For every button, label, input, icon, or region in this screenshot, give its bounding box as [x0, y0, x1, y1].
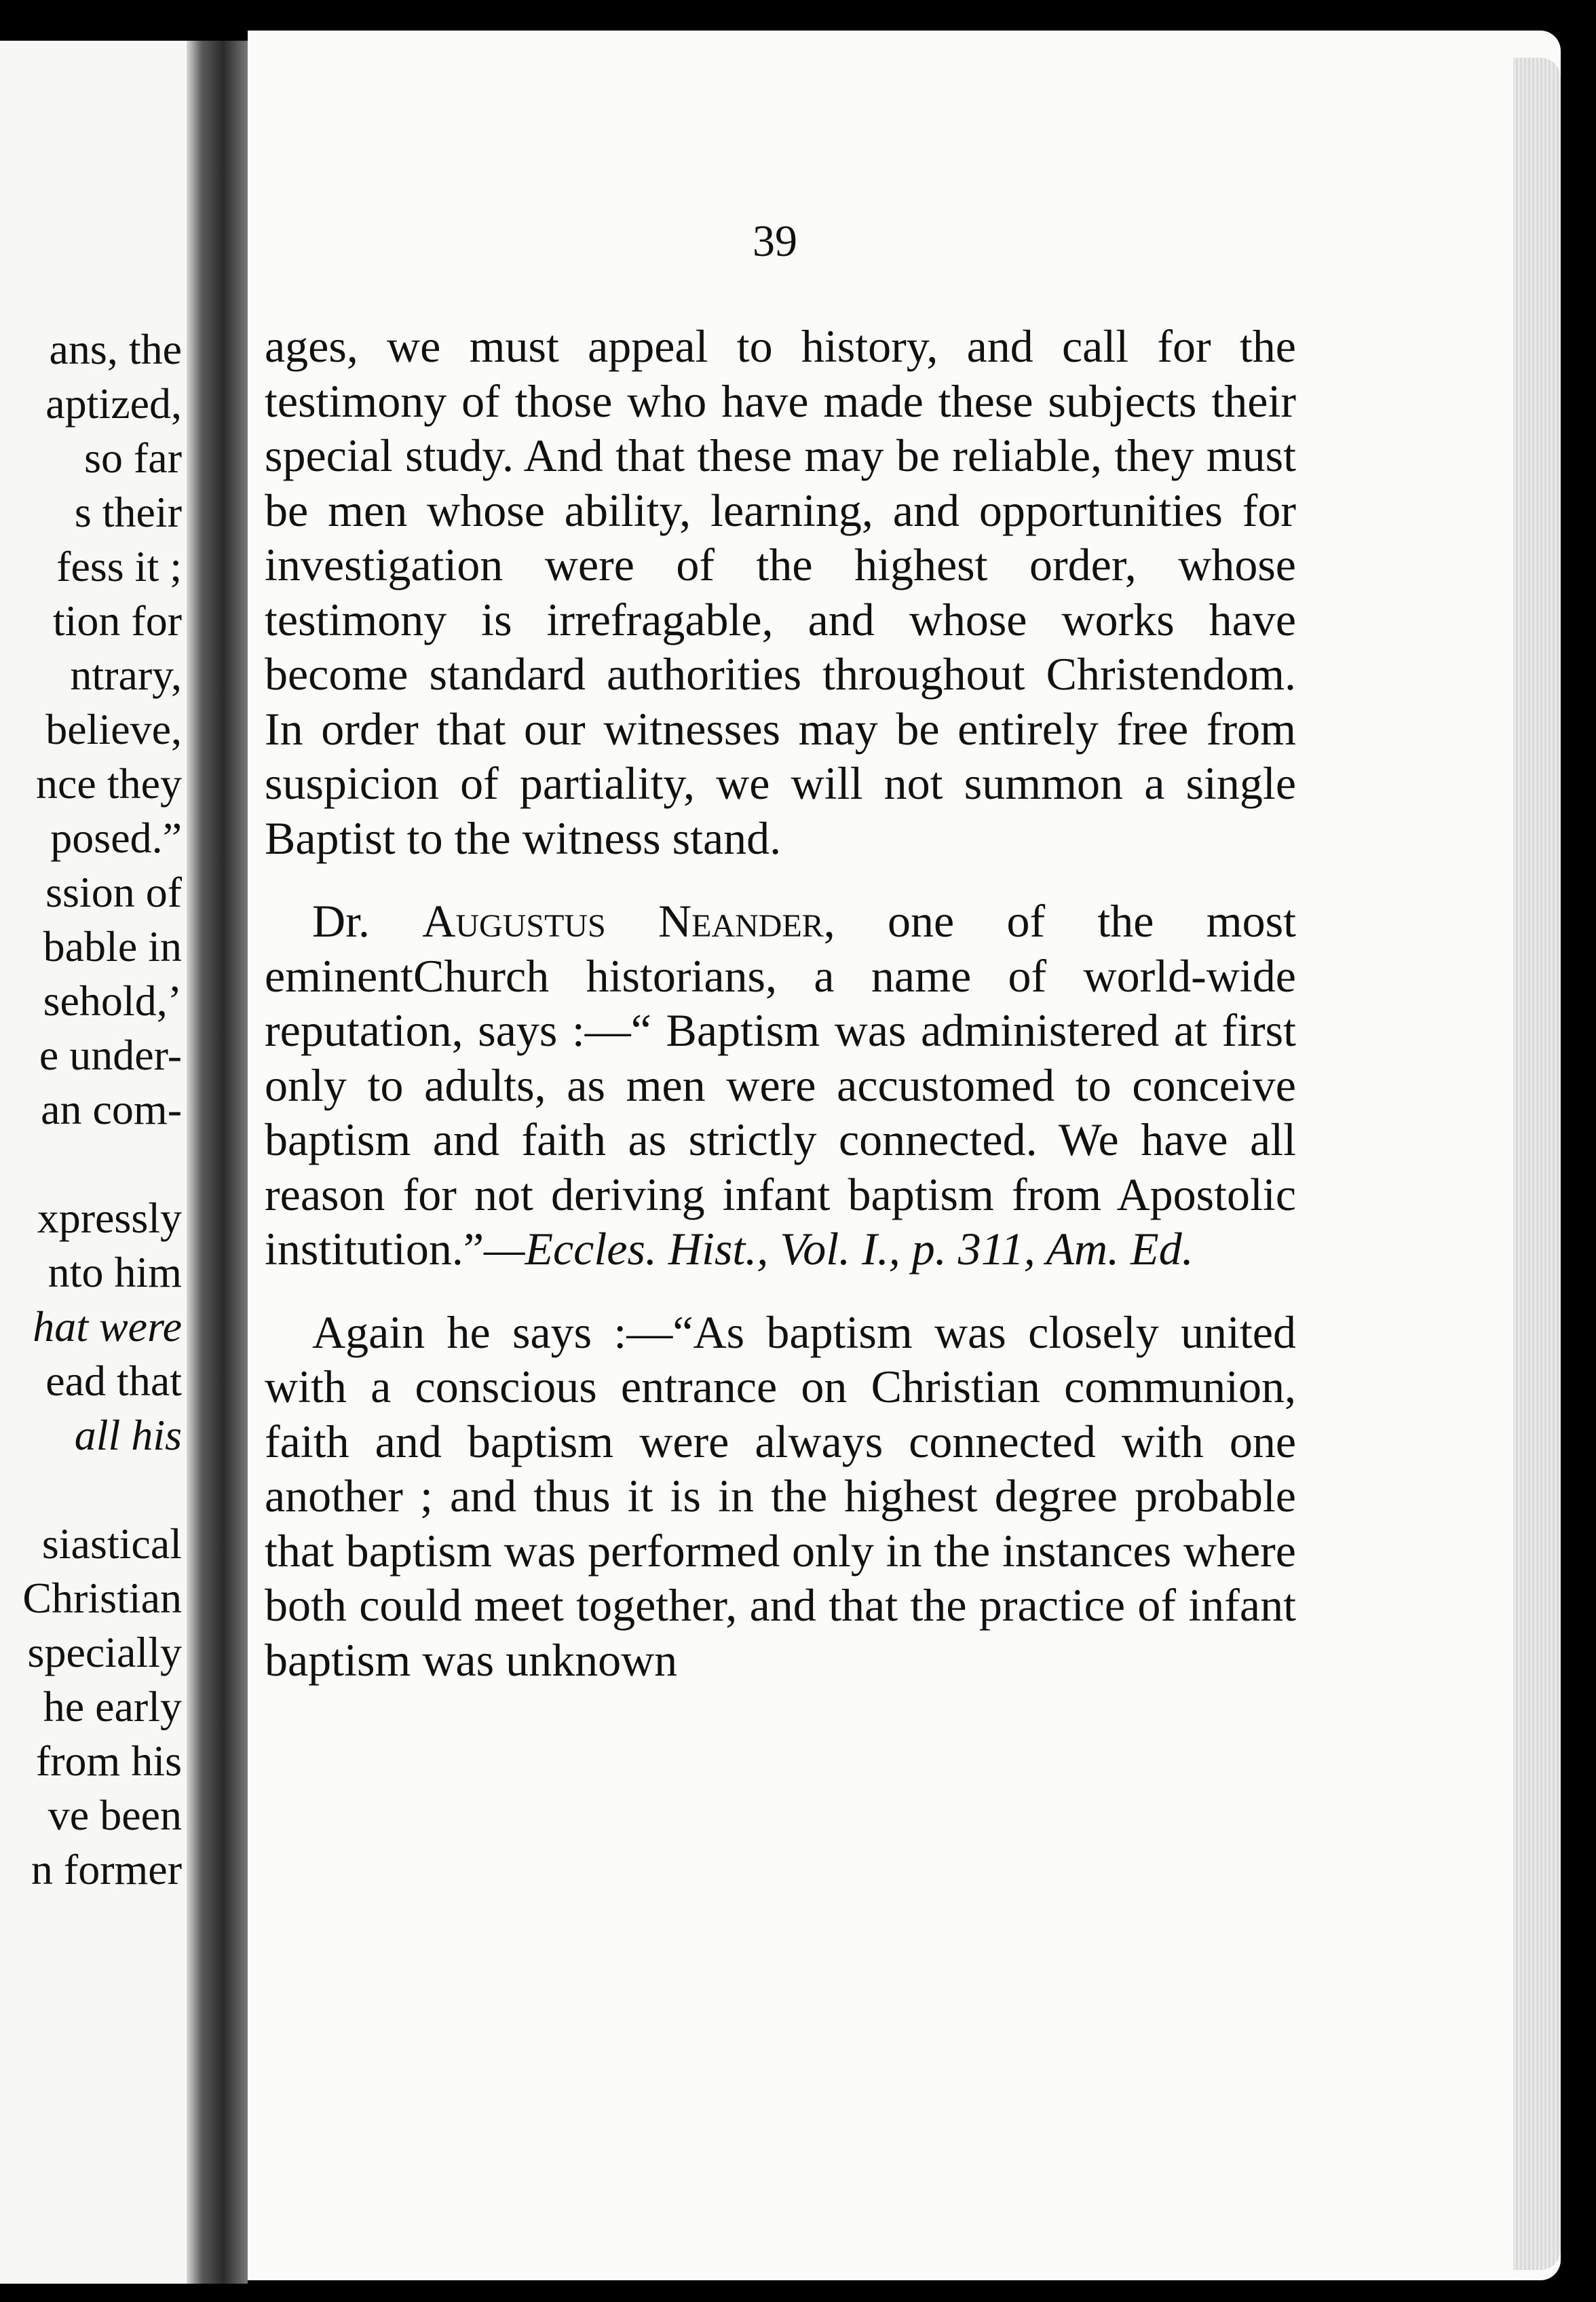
left-line: nce they [36, 759, 182, 808]
author-name: Augustus Neander, [422, 895, 835, 947]
author-title: Dr. [312, 895, 370, 947]
left-line: siastical [41, 1520, 182, 1568]
left-line: bable in [43, 922, 182, 970]
citation: —Eccles. Hist., Vol. I., p. 311, Am. Ed. [484, 1223, 1194, 1275]
left-line: sehold,’ [43, 977, 182, 1025]
left-line: hat were [33, 1302, 182, 1351]
left-line: aptized, [45, 379, 182, 428]
page-edge [1513, 58, 1561, 2270]
left-facing-page [0, 41, 187, 2284]
left-line: all his [74, 1411, 182, 1459]
left-line: s their [74, 488, 182, 536]
left-line: fess it ; [56, 542, 182, 590]
left-line: nto him [48, 1248, 182, 1296]
body-text [265, 319, 1296, 1687]
quotation-text: one of the most eminentChurch historians, a name of world-wide reputation, says :—“ Baptism was administered at first only to adults, as men were accustomed to conceive baptism and faith as strictly connected. We have all reason for not deriving infant baptism from Apostolic institution.” [265, 895, 1297, 1275]
left-line: believe, [45, 705, 182, 753]
left-line: ssion of [45, 868, 182, 916]
page-number: 39 [753, 216, 797, 266]
left-line: ntrary, [70, 651, 182, 699]
left-line: specially [27, 1628, 182, 1676]
paragraph-neander [265, 894, 1296, 1277]
left-line: an com- [41, 1085, 182, 1133]
left-line: from his [35, 1737, 182, 1785]
left-line: n former [31, 1845, 182, 1893]
left-line: xpressly [37, 1194, 182, 1242]
left-line: he early [43, 1682, 182, 1731]
book-gutter [187, 41, 248, 2284]
left-line: e under- [39, 1031, 182, 1079]
paragraph-again: Again he says :—“As baptism was closely united with a conscious entrance on Christian communion, faith and baptism were always connected with one another ; and thus it is in the highest degree probable that baptism was performed only in the instances where both could meet together, and that the practice of infant baptism was unknown [265, 1306, 1296, 1686]
left-line [0, 1463, 182, 1517]
left-line: so far [84, 434, 182, 482]
paragraph-continuation: ages, we must appeal to history, and call for the testimony of those who have made these subjects their special study. And that these may be reliable, they must be men whose ability, learning, and opportunities for investigation were of the highest order, whose testimony is irrefragable, and whose works have become standard authorities throughout Christendom. In order that our witnesses may be entirely free from suspicion of partiality, we will not summon a single Baptist to the witness stand. [265, 320, 1296, 864]
left-line: posed.” [50, 814, 182, 862]
left-page-text [0, 322, 182, 1897]
left-line: ve been [48, 1791, 182, 1839]
left-line [0, 1137, 182, 1191]
left-line: tion for [52, 597, 182, 645]
left-line: ans, the [49, 325, 182, 373]
left-line: Christian [22, 1574, 182, 1622]
left-line: ead that [45, 1357, 182, 1405]
